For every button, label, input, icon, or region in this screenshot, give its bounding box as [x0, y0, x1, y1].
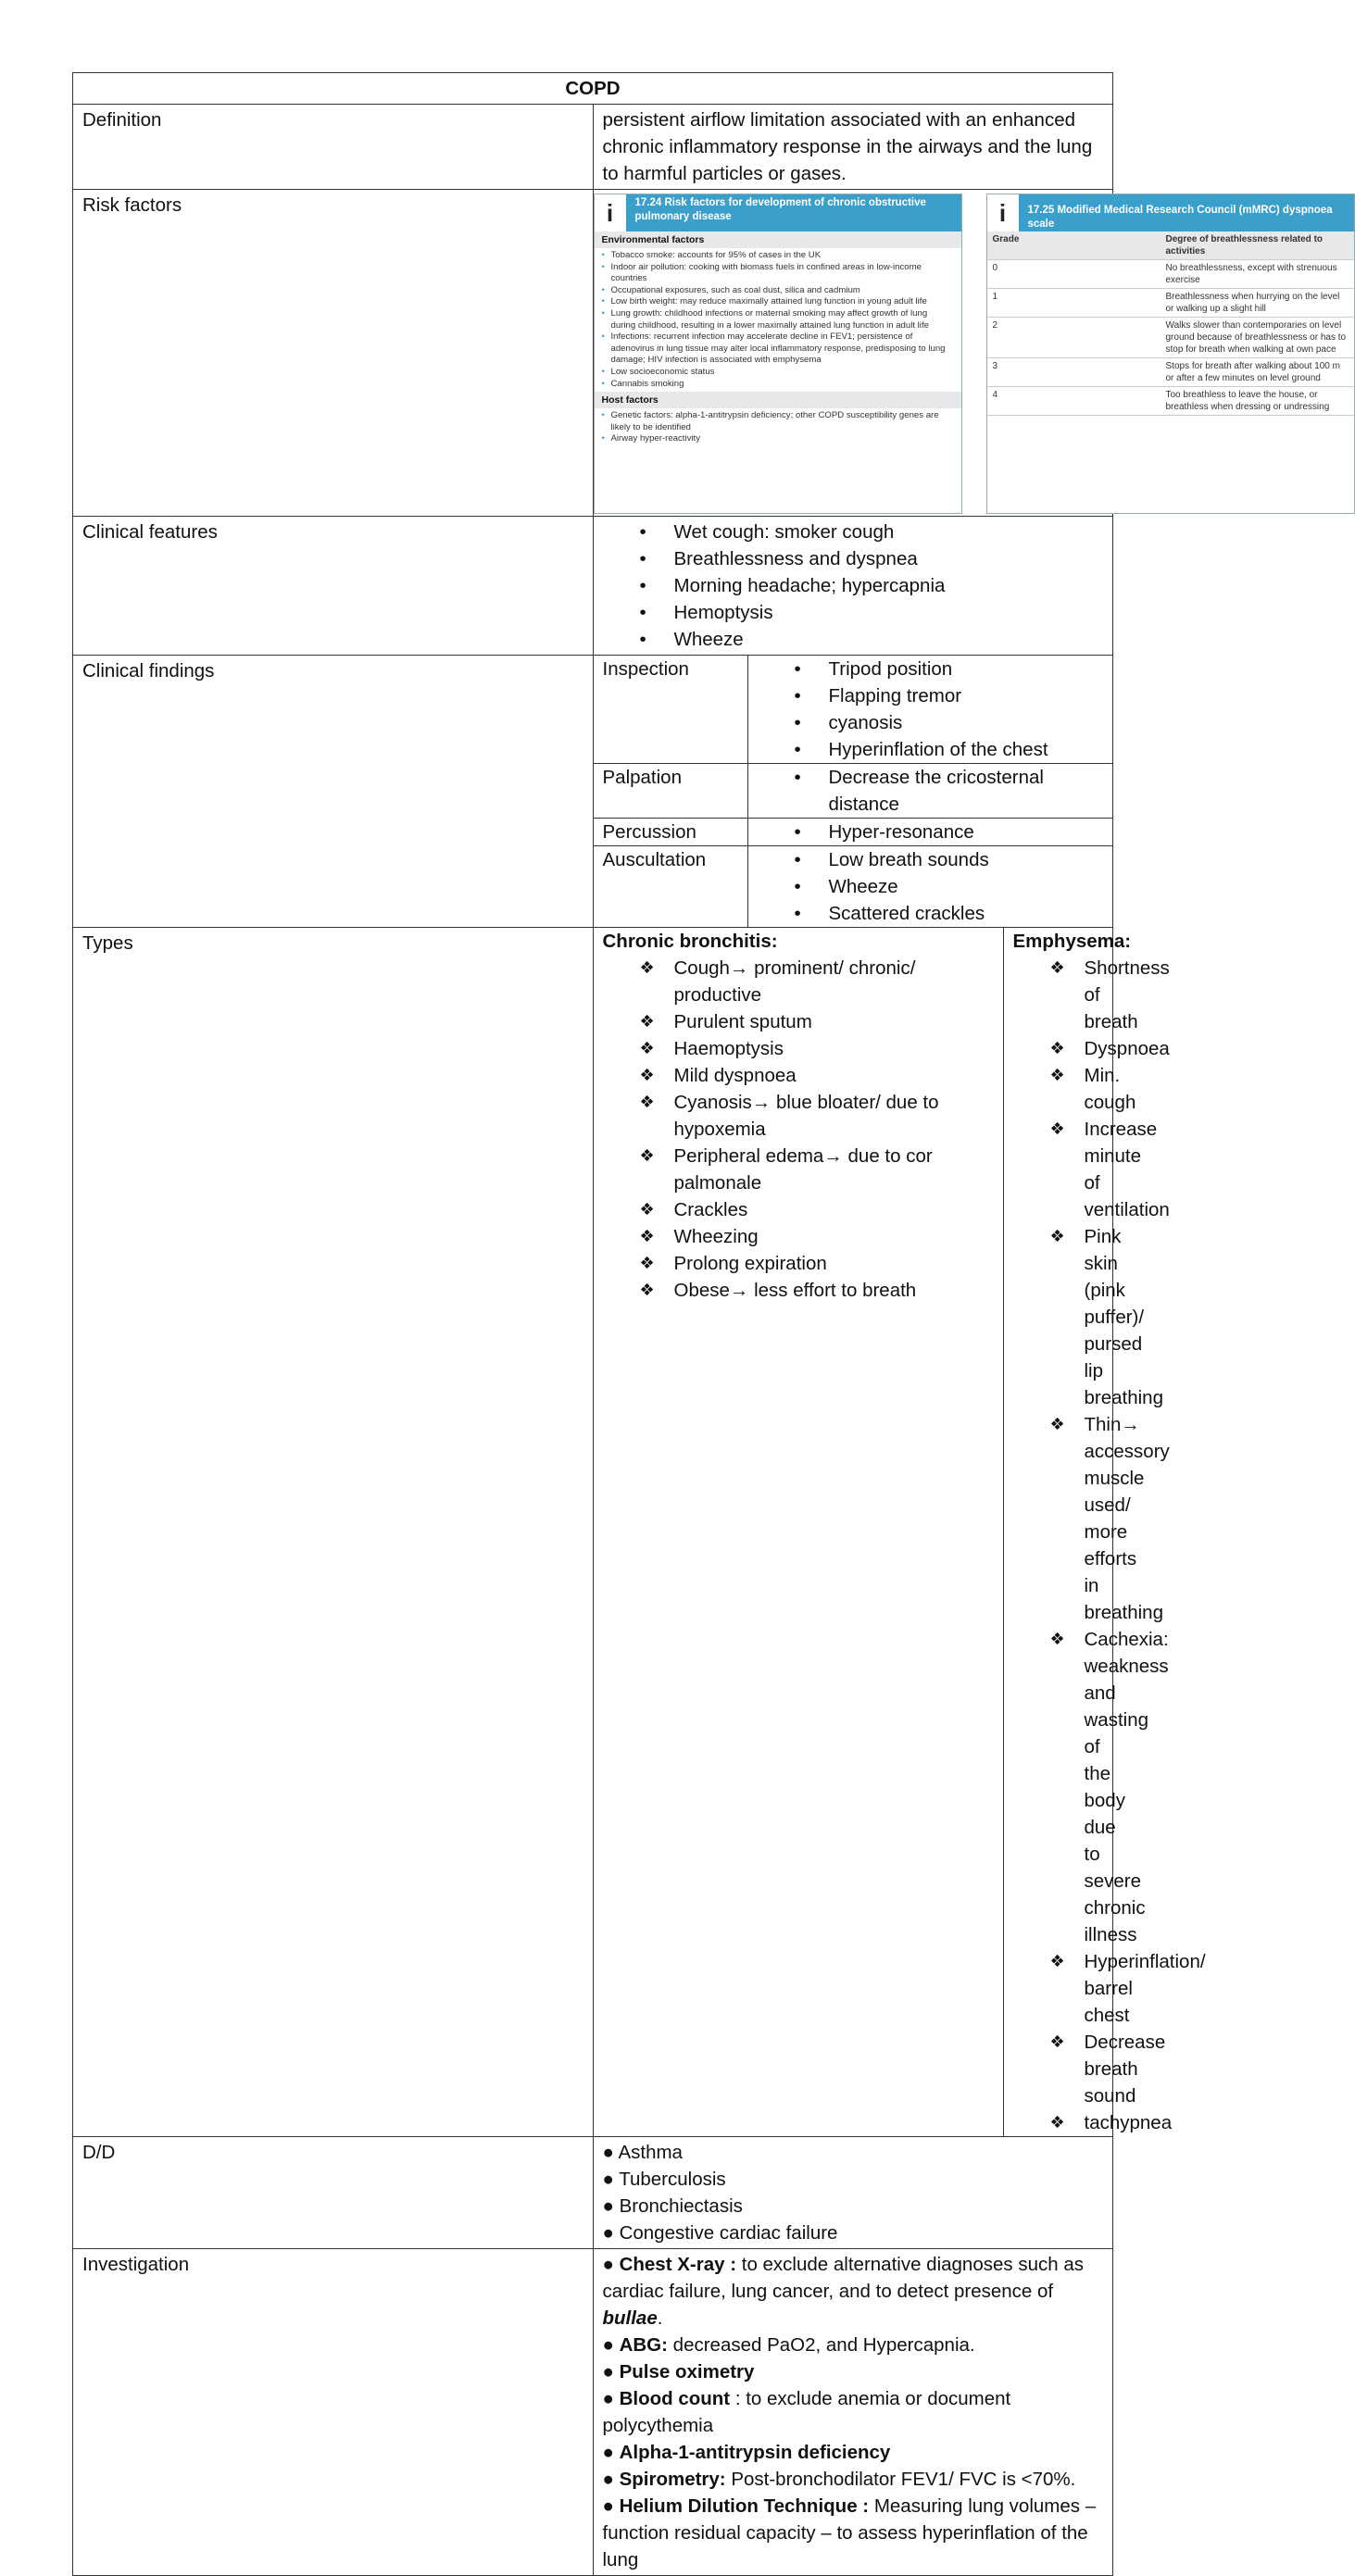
list-item: ❖ Hyperinflation/ barrel chest [1013, 1948, 1104, 2029]
list-item: ❖ Purulent sputum [603, 1008, 994, 1035]
list-item: • Infections: recurrent infection may accelerate decline in FEV1; persistence of adenovirus in lung tissue may alter local inflammatory response, predisposing to lung damage; HIV infection is associated with emphysema [602, 331, 954, 367]
list-item: ● Asthma [603, 2139, 1104, 2166]
types-label: Types [73, 928, 594, 2137]
table-row [594, 846, 1113, 928]
list-item: ❖ Obese→ less effort to breath [603, 1277, 994, 1304]
grade-cell: 1 [987, 289, 1161, 318]
grade-header: Grade [987, 231, 1161, 260]
palpation-label: Palpation [594, 764, 748, 819]
table-row [594, 819, 1113, 846]
inspection-label: Inspection [594, 656, 748, 764]
list-item: ❖ Cough→ prominent/ chronic/ productive [603, 955, 994, 1008]
degree-cell: Walks slower than contemporaries on level ground because of breathlessness or has to stop for breath when walking at own pace [1161, 318, 1354, 358]
risk-factor-figures [594, 190, 1347, 516]
definition-row [73, 105, 1113, 190]
blood-count-item: ● Blood count : to exclude anemia or document polycythemia [602, 2388, 1011, 2436]
investigation-row [73, 2249, 1113, 2576]
list-item: ❖ Prolong expiration [603, 1250, 994, 1277]
emphysema-list [1013, 955, 1206, 2136]
list-item: • Hyperinflation of the chest [758, 736, 1104, 763]
emphysema-heading: Emphysema: [1012, 931, 1132, 952]
list-item: • Lung growth: childhood infections or maternal smoking may affect growth of lung during childhood, resulting in a lower maximally attained lung function in adult life [602, 308, 954, 331]
list-item: • Breathlessness and dyspnea [603, 545, 1104, 572]
list-item: ❖ Cyanosis→ blue bloater/ due to hypoxemia [603, 1089, 994, 1143]
list-item: ❖ Mild dyspnoea [603, 1062, 994, 1089]
list-item: ❖ Min. cough [1013, 1062, 1104, 1116]
list-item: • Morning headache; hypercapnia [603, 572, 1104, 599]
env-factors-list [595, 250, 961, 390]
figure-title: 17.25 Modified Medical Research Council (mMRC) dyspnoea scale [1027, 205, 1333, 230]
copd-table [72, 72, 1347, 2576]
bronchitis-heading: Chronic bronchitis: [602, 931, 778, 952]
info-icon: i [595, 194, 626, 231]
mmrc-scale-figure [986, 194, 1355, 514]
list-item: ❖ Shortness of breath [1013, 955, 1104, 1035]
risk-factors-label: Risk factors [73, 190, 594, 517]
list-item: ❖ Haemoptysis [603, 1035, 994, 1062]
table-row [987, 358, 1354, 387]
list-item: • Hyper-resonance [758, 819, 1104, 845]
investigation-list [593, 2249, 1113, 2576]
dd-row [73, 2137, 1113, 2249]
list-item: • Flapping tremor [758, 682, 1104, 709]
dd-list [593, 2137, 1113, 2249]
list-item: • Cannabis smoking [602, 379, 954, 391]
list-item: ❖ Dyspnoea [1013, 1035, 1104, 1062]
table-row [987, 260, 1354, 289]
clinical-features-row [73, 517, 1113, 656]
mmrc-table [987, 231, 1354, 416]
list-item: • Occupational exposures, such as coal dust, silica and cadmium [602, 285, 954, 297]
list-item: ❖ Wheezing [603, 1223, 994, 1250]
figure-title: 17.24 Risk factors for development of chronic obstructive pulmonary disease [634, 197, 926, 222]
list-item: • Decrease the cricosternal distance [758, 764, 1104, 818]
clinical-features-label: Clinical features [73, 517, 594, 656]
list-item: • Low socioeconomic status [602, 367, 954, 379]
info-icon: i [987, 194, 1019, 231]
list-item: • Low breath sounds [758, 846, 1104, 873]
list-item: ● Tuberculosis [603, 2166, 1104, 2193]
copd-sheet [72, 72, 1347, 2576]
list-item: • cyanosis [758, 709, 1104, 736]
degree-header: Degree of breathlessness related to activities [1161, 231, 1354, 260]
list-item: ● Congestive cardiac failure [603, 2220, 1104, 2246]
risk-factors-row [73, 190, 1113, 517]
findings-table [594, 656, 1113, 927]
list-item: • Low birth weight: may reduce maximally attained lung function in young adult life [602, 296, 954, 308]
list-item: • Genetic factors: alpha-1-antitrypsin deficiency; other COPD susceptibility genes are likely to be identified [602, 410, 954, 433]
list-item: • Airway hyper-reactivity [602, 433, 954, 445]
table-row [594, 656, 1113, 764]
bronchitis-list [603, 955, 994, 1304]
degree-cell: No breathlessness, except with strenuous exercise [1161, 260, 1354, 289]
clinical-features-list [603, 519, 1104, 653]
host-factors-list [595, 410, 961, 445]
list-item: ❖ Pink skin (pink puffer)/ pursed lip breathing [1013, 1223, 1104, 1411]
risk-factors-figure [594, 194, 962, 514]
env-factors-heading: Environmental factors [595, 231, 961, 248]
list-item: • Scattered crackles [758, 900, 1104, 927]
list-item: ❖ Thin→ accessory muscle used/ more efforts in breathing [1013, 1411, 1104, 1626]
list-item: ❖ Peripheral edema→ due to cor palmonale [603, 1143, 994, 1196]
helium-dilution-item: ● Helium Dilution Technique : Measuring lung volumes –function residual capacity – to assess hyperinflation of the lung [602, 2495, 1097, 2570]
types-table [594, 928, 1206, 2136]
list-item: • Indoor air pollution: cooking with biomass fuels in confined areas in low-income countries [602, 262, 954, 285]
degree-cell: Stops for breath after walking about 100 m or after a few minutes on level ground [1161, 358, 1354, 387]
chest-xray-item: ● Chest X-ray : to exclude alternative diagnoses such as cardiac failure, lung cancer, and to detect presence of bullae. [602, 2254, 1084, 2329]
types-row [73, 928, 1113, 2137]
clinical-findings-row [73, 656, 1113, 928]
grade-cell: 2 [987, 318, 1161, 358]
grade-cell: 0 [987, 260, 1161, 289]
list-item: ❖ Increase minute of ventilation [1013, 1116, 1104, 1223]
list-item: • Wheeze [603, 626, 1104, 653]
percussion-label: Percussion [594, 819, 748, 846]
list-item: • Hemoptysis [603, 599, 1104, 626]
table-row [594, 764, 1113, 819]
degree-cell: Breathlessness when hurrying on the level or walking up a slight hill [1161, 289, 1354, 318]
list-item: ❖ tachypnea [1013, 2109, 1104, 2136]
definition-label: Definition [73, 105, 594, 190]
pulse-oximetry-item: ● Pulse oximetry [602, 2361, 755, 2382]
host-factors-heading: Host factors [595, 392, 961, 408]
clinical-findings-label: Clinical findings [73, 656, 594, 928]
list-item: ❖ Cachexia: weakness and wasting of the body due to severe chronic illness [1013, 1626, 1104, 1948]
definition-text: persistent airflow limitation associated with an enhanced chronic inflammatory response in the airways and the lung to harmful particles or gases. [593, 105, 1113, 190]
list-item: ❖ Crackles [603, 1196, 994, 1223]
alpha1-item: ● Alpha-1-antitrypsin deficiency [602, 2442, 891, 2463]
table-row [987, 289, 1354, 318]
list-item: ● Bronchiectasis [603, 2193, 1104, 2220]
dd-label: D/D [73, 2137, 594, 2249]
grade-cell: 4 [987, 387, 1161, 416]
grade-cell: 3 [987, 358, 1161, 387]
list-item: • Tripod position [758, 656, 1104, 682]
investigation-label: Investigation [73, 2249, 594, 2576]
spirometry-item: ● Spirometry: Post-bronchodilator FEV1/ FVC is <70%. [602, 2469, 1076, 2490]
list-item: • Wheeze [758, 873, 1104, 900]
table-row [987, 318, 1354, 358]
auscultation-label: Auscultation [594, 846, 748, 928]
page-title: COPD [73, 73, 1113, 105]
list-item: • Tobacco smoke: accounts for 95% of cases in the UK [602, 250, 954, 262]
abg-item: ● ABG: decreased PaO2, and Hypercapnia. [602, 2334, 975, 2356]
list-item: ❖ Decrease breath sound [1013, 2029, 1104, 2109]
degree-cell: Too breathless to leave the house, or breathless when dressing or undressing [1161, 387, 1354, 416]
table-row [987, 387, 1354, 416]
list-item: • Wet cough: smoker cough [603, 519, 1104, 545]
